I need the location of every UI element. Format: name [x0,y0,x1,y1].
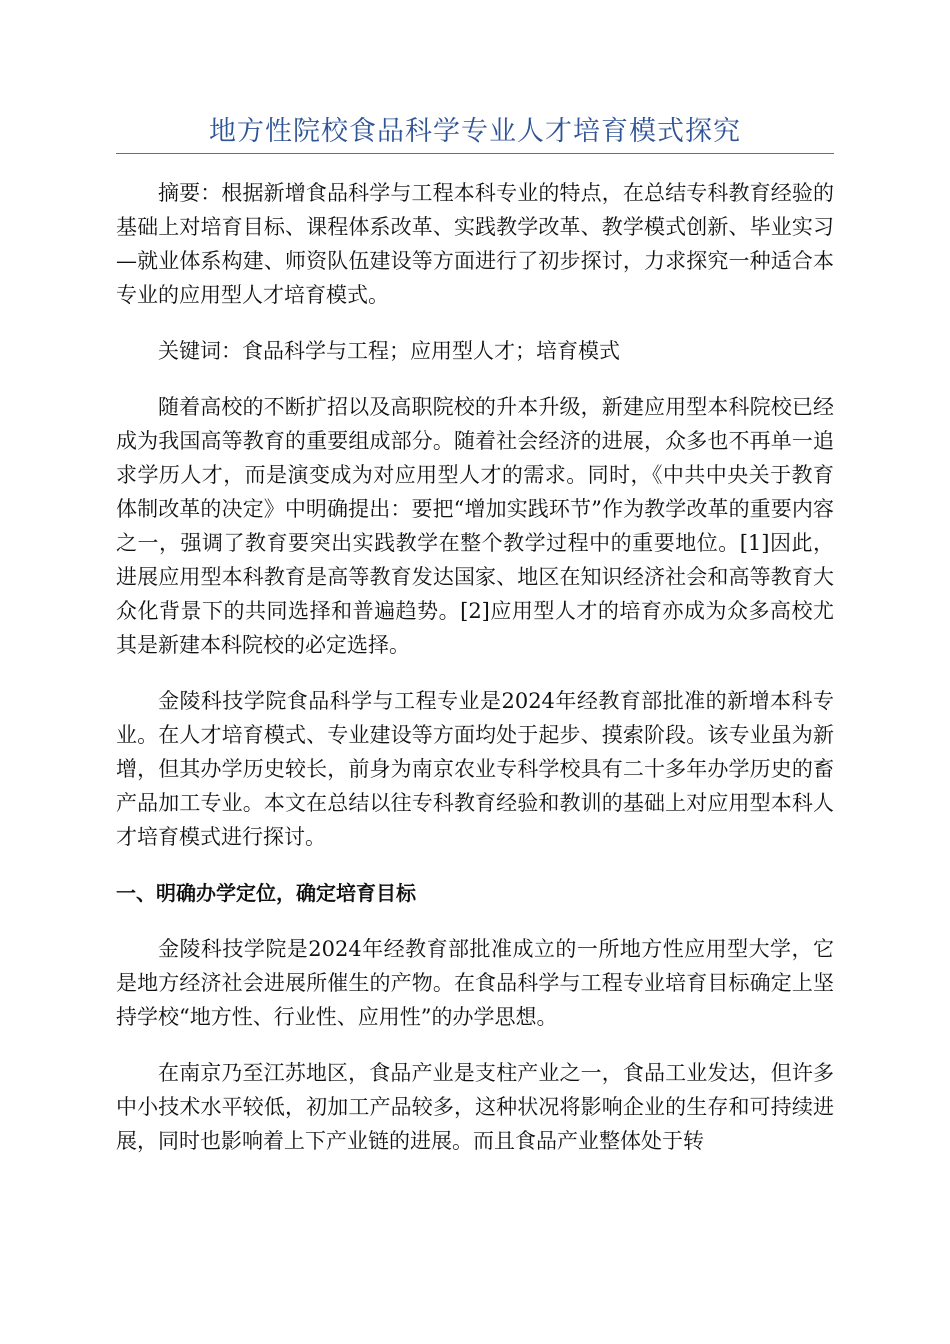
section-paragraph: 在南京乃至江苏地区，食品产业是支柱产业之一，食品工业发达，但许多中小技术水平较低，初加工产品较多，这种状况将影响企业的生存和可持续进展，同时也影响着上下产业链的进展。而且食品产业整体处于转 [116,1061,834,1153]
document-title: 地方性院校食品科学专业人才培育模式探究 [209,116,741,147]
intro-paragraph: 随着高校的不断扩招以及高职院校的升本升级，新建应用型本科院校已经成为我国高等教育的重要组成部分。随着社会经济的进展，众多也不再单一追求学历人才，而是演变成为对应用型人才的需求。同时，《中共中央关于教育体制改革的决定》中明确提出：要把“增加实践环节”作为教学改革的重要内容之一，强调了教育要突出实践教学在整个教学过程中的重要地位。[1]因此，进展应用型本科教育是高等教育发达国家、地区在知识经济社会和高等教育大众化背景下的共同选择和普遍趋势。[2]应用型人才的培育亦成为众多高校尤其是新建本科院校的必定选择。 [116,395,834,657]
document-body [116,176,834,1180]
section-paragraph: 金陵科技学院是2024年经教育部批准成立的一所地方性应用型大学，它是地方经济社会进展所催生的产物。在食品科学与工程专业培育目标确定上坚持学校“地方性、行业性、应用性”的办学思想。 [116,937,834,1029]
intro-paragraph: 金陵科技学院食品科学与工程专业是2024年经教育部批准的新增本科专业。在人才培育模式、专业建设等方面均处于起步、摸索阶段。该专业虽为新增，但其办学历史较长，前身为南京农业专科学校具有二十多年办学历史的畜产品加工专业。本文在总结以往专科教育经验和教训的基础上对应用型本科人才培育模式进行探讨。 [116,689,834,849]
title-underline [116,153,834,154]
keywords-paragraph: 关键词：食品科学与工程；应用型人才；培育模式 [158,339,620,363]
abstract-paragraph: 摘要：根据新增食品科学与工程本科专业的特点，在总结专科教育经验的基础上对培育目标、课程体系改革、实践教学改革、教学模式创新、毕业实习—就业体系构建、师资队伍建设等方面进行了初步探讨，力求探究一种适合本专业的应用型人才培育模式。 [116,181,834,307]
section-heading: 一、明确办学定位，确定培育目标 [116,881,416,905]
